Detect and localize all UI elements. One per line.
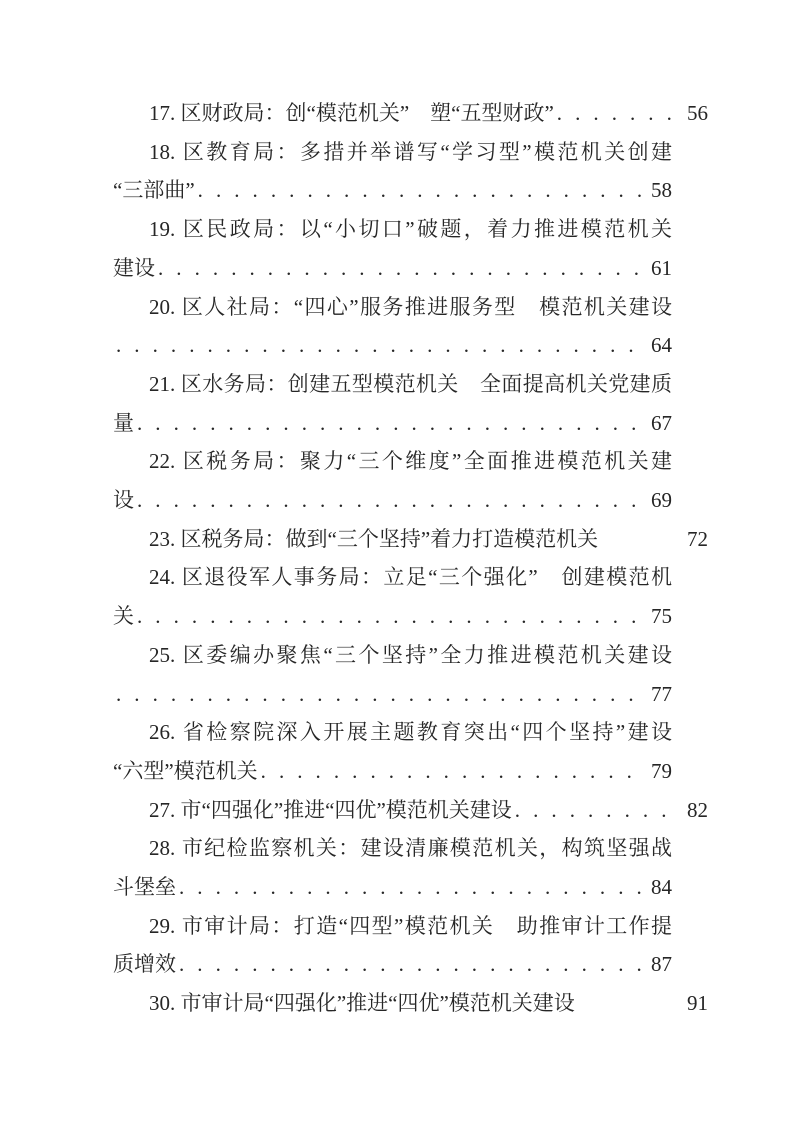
toc-entry-title-text: 设 bbox=[113, 488, 134, 513]
toc-entry bbox=[113, 288, 672, 365]
toc-entry-last-line bbox=[113, 597, 672, 636]
toc-leader-dots bbox=[512, 791, 679, 830]
toc-entry bbox=[113, 558, 672, 635]
toc-entry-title-text: 23. 区税务局：做到“三个坚持”着力打造模范机关 bbox=[149, 526, 599, 551]
toc-entry-title-text: 建设 bbox=[113, 255, 155, 280]
toc-entry-last-line bbox=[113, 94, 708, 133]
toc-entry-title-text: 量 bbox=[113, 410, 134, 435]
toc-entry-last-line bbox=[113, 945, 672, 984]
toc-page-number: 67 bbox=[651, 410, 672, 435]
toc-entry bbox=[113, 520, 708, 559]
toc-entry-last-line bbox=[113, 984, 708, 1023]
toc-page-number: 64 bbox=[651, 333, 672, 358]
toc-entry-last-line bbox=[113, 481, 672, 520]
toc-list bbox=[113, 94, 708, 1023]
toc-page-number: 72 bbox=[687, 526, 708, 551]
toc-entry-line: 26. 省检察院深入开展主题教育突出“四个坚持”建设 bbox=[149, 720, 672, 745]
toc-page-number: 84 bbox=[651, 875, 672, 900]
toc-entry bbox=[113, 829, 672, 906]
toc-entry-line: 28. 市纪检监察机关：建设清廉模范机关，构筑坚强战 bbox=[149, 836, 672, 861]
toc-page-number: 69 bbox=[651, 488, 672, 513]
toc-entry-last-line bbox=[113, 675, 672, 714]
toc-leader-dots bbox=[195, 171, 643, 210]
toc-entry-line: 29. 市审计局：打造“四型”模范机关 助推审计工作提 bbox=[149, 913, 672, 938]
toc-leader-dots bbox=[134, 597, 643, 636]
toc-entry bbox=[113, 907, 672, 984]
toc-entry-line: 18. 区教育局：多措并举谱写“学习型”模范机关创建 bbox=[149, 139, 672, 164]
toc-entry-title-text: 17. 区财政局：创“模范机关” 塑“五型财政” bbox=[149, 101, 554, 125]
toc-entry-last-line bbox=[113, 791, 708, 830]
toc-entry-line: 24. 区退役军人事务局：立足“三个强化” 创建模范机 bbox=[149, 565, 672, 590]
toc-entry-last-line bbox=[113, 249, 672, 288]
toc-entry bbox=[113, 791, 708, 830]
toc-entry-last-line bbox=[113, 868, 672, 907]
toc-page-number: 58 bbox=[651, 178, 672, 203]
toc-entry-last-line bbox=[113, 752, 672, 791]
toc-leader-dots bbox=[176, 945, 643, 984]
toc-page-number: 75 bbox=[651, 604, 672, 629]
toc-leader-dots bbox=[134, 404, 643, 443]
toc-entry-title-text: “六型”模范机关 bbox=[113, 758, 258, 783]
toc-page-number: 79 bbox=[651, 758, 672, 783]
toc-entry-title-text: “三部曲” bbox=[113, 178, 195, 203]
toc-page-number: 56 bbox=[687, 101, 708, 125]
toc-leader-dots bbox=[113, 675, 643, 714]
toc-entry-line: 25. 区委编办聚焦“三个坚持”全力推进模范机关建设 bbox=[149, 642, 672, 667]
toc-entry-title-text: 27. 市“四强化”推进“四优”模范机关建设 bbox=[149, 797, 512, 822]
toc-entry-title-text: 质增效 bbox=[113, 952, 176, 977]
toc-page-number: 82 bbox=[687, 797, 708, 822]
toc-leader-dots bbox=[554, 94, 679, 133]
toc-page-number: 87 bbox=[651, 952, 672, 977]
toc-page-number: 91 bbox=[687, 991, 708, 1016]
toc-entry bbox=[113, 984, 708, 1023]
toc-entry-last-line bbox=[113, 326, 672, 365]
toc-entry bbox=[113, 210, 672, 287]
toc-entry-title-text: 关 bbox=[113, 604, 134, 629]
toc-entry-last-line bbox=[113, 171, 672, 210]
toc-entry-line: 19. 区民政局：以“小切口”破题，着力推进模范机关 bbox=[149, 217, 672, 242]
toc-entry-line: 22. 区税务局：聚力“三个维度”全面推进模范机关建 bbox=[149, 449, 672, 474]
toc-entry-last-line bbox=[113, 404, 672, 443]
toc-entry-title-text: 30. 市审计局“四强化”推进“四优”模范机关建设 bbox=[149, 991, 575, 1016]
toc-leader-dots bbox=[134, 481, 643, 520]
toc-entry-line: 21. 区水务局：创建五型模范机关 全面提高机关党建质 bbox=[149, 371, 672, 396]
toc-entry-line: 20. 区人社局：“四心”服务推进服务型 模范机关建设 bbox=[149, 294, 672, 319]
toc-page-number: 77 bbox=[651, 681, 672, 706]
toc-entry-last-line bbox=[113, 520, 708, 559]
toc-leader-dots bbox=[176, 868, 643, 907]
toc-leader-dots bbox=[155, 249, 643, 288]
toc-entry bbox=[113, 94, 708, 133]
toc-entry bbox=[113, 442, 672, 519]
toc-leader-dots bbox=[113, 326, 643, 365]
toc-entry bbox=[113, 636, 672, 713]
toc-page-number: 61 bbox=[651, 255, 672, 280]
toc-entry-title-text: 斗堡垒 bbox=[113, 875, 176, 900]
toc-entry bbox=[113, 365, 672, 442]
toc-entry bbox=[113, 133, 672, 210]
toc-leader-dots bbox=[258, 752, 643, 791]
toc-entry bbox=[113, 713, 672, 790]
